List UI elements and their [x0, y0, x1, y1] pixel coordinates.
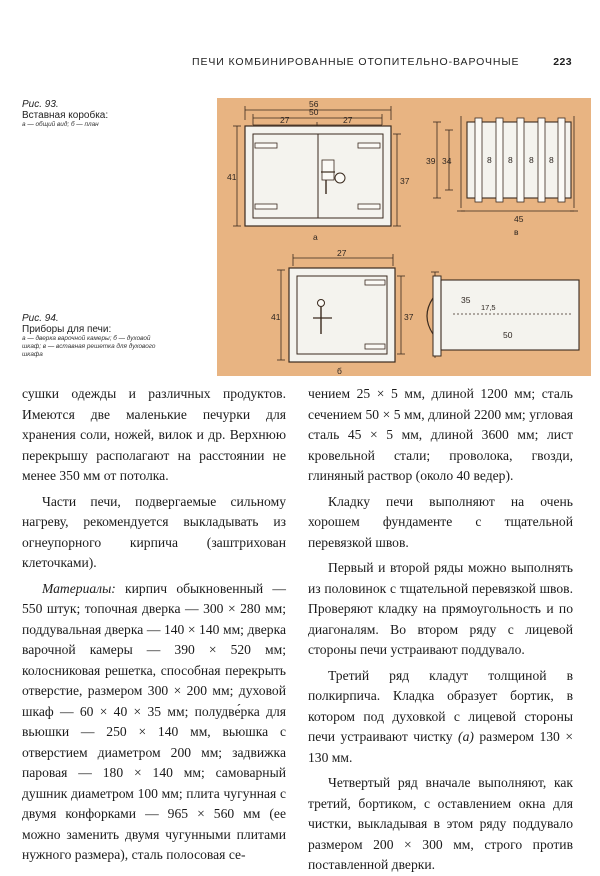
page-number: 223 [553, 56, 572, 68]
right-paragraph-4-a: Третий ряд кладут толщиной в полкирпича. Кладка образует бортик, в котором под духовкой с лицевой стороны печи устраивают чистку [308, 667, 573, 744]
running-title: ПЕЧИ КОМБИНИРОВАННЫЕ ОТОПИТЕЛЬНО-ВАРОЧНЫЕ [192, 56, 520, 68]
left-paragraph-1: сушки одежды и различных продуктов. Имеются две маленькие печурки для хранения соли, ножей, вилок и др. Верхнюю перекрышу располагают на расстоянии не менее 350 мм от потолка. [22, 386, 286, 483]
materials-lead: Материалы: [42, 580, 116, 596]
dim-50: 50 [309, 107, 319, 117]
materials-text: кирпич обыкновенный — 550 штук; топочная дверка — 300 × 280 мм; поддувальная дверка — 140 × 140 мм; дверка варочной камеры — 390 × 520 мм; колосниковая решетка, способная перекрыть отверстие, размером 300 × 200 мм; духовой шкаф — 60 × 40 × 35 мм; полудве́рка для вьюшки — 250 × 140 мм, вьюшка с отверстием диаметром 200 мм; задвижка паровая — 180 × 140 мм; самоварный душник диаметром 100 мм; плита чугунная с двумя конфорками — 965 × 560 мм (ее можно заменить двумя чугунными плитами нужного размера), сталь полосовая се- [22, 580, 286, 862]
fig94-name: Приборы для печи: [22, 324, 112, 335]
technical-drawing [217, 98, 591, 376]
fig93-legend: а — общий вид; б — план [22, 121, 99, 128]
dim-8-c: 8 [529, 155, 534, 165]
label-b: б [337, 366, 342, 376]
label-v: в [514, 227, 519, 237]
fig93-number: Рис. 93. [22, 99, 59, 110]
fig93-caption [22, 99, 212, 129]
fig94-number: Рис. 94. [22, 313, 59, 324]
left-paragraph-materials [22, 579, 286, 866]
right-paragraph-2: Кладку печи выполняют на очень хорошем фундаменте с тщательной перевязкой швов. [308, 493, 573, 550]
dim-41-door: 41 [227, 172, 237, 182]
dim-39: 39 [426, 156, 436, 166]
right-paragraph-5: Четвертый ряд вначале выполняют, как третий, бортиком, с оставлением окна для чистки, выкладывая в этом ряду поддувало размером 200 × 300 мм, строго против поставленной дверки. [308, 775, 573, 872]
right-paragraph-4 [308, 666, 573, 769]
left-column [22, 384, 286, 866]
right-paragraph-4-b: размером 130 × 130 мм. [308, 729, 573, 765]
dim-27-left: 27 [280, 115, 290, 125]
dim-37-door: 37 [400, 176, 410, 186]
dim-27-right: 27 [343, 115, 353, 125]
dim-41-oven-door: 41 [271, 312, 281, 322]
fig93-name: Вставная коробка: [22, 110, 109, 121]
dim-56: 56 [309, 99, 319, 109]
dim-8-d: 8 [549, 155, 554, 165]
fig94-legend-line3: шкафа [22, 351, 43, 358]
right-paragraph-3: Первый и второй ряды можно выполнять из половинок с тщательной перевязкой швов. Проверяют кладку на прямоугольность и по диагоналям. Во втором ряду с лицевой стороны печи устраивают поддувало. [308, 560, 573, 657]
fig94-caption [22, 313, 214, 359]
dim-45: 45 [514, 214, 524, 224]
dim-8-b: 8 [508, 155, 513, 165]
dim-27-oven-door: 27 [337, 248, 347, 258]
right-paragraph-4-mark: (а) [458, 729, 474, 744]
dim-50-oven: 50 [503, 330, 513, 340]
fig94-legend-line1: а — дверка варочной камеры; б — духовой [22, 335, 151, 342]
left-paragraph-2: Части печи, подвергаемые сильному нагреву, рекомендуется выкладывать из огнеупорного кирпича (заштрихован клеточками). [22, 493, 286, 570]
dim-34: 34 [442, 156, 452, 166]
dim-8-a: 8 [487, 155, 492, 165]
dim-37-oven-door: 37 [404, 312, 414, 322]
fig94-legend-line2: шкаф; в — вставная решетка для духового [22, 343, 156, 350]
right-column [308, 384, 573, 876]
dim-35: 35 [461, 295, 471, 305]
dim-17-5: 17,5 [481, 303, 496, 312]
label-a: а [313, 232, 318, 242]
right-paragraph-1: чением 25 × 5 мм, длиной 1200 мм; сталь сечением 50 × 5 мм, длиной 2200 мм; угловая сталь 45 × 5 мм, длиной 3600 мм; лист кровельной стали; проволока, гвозди, глиняный раствор (около 40 ведер). [308, 386, 573, 483]
